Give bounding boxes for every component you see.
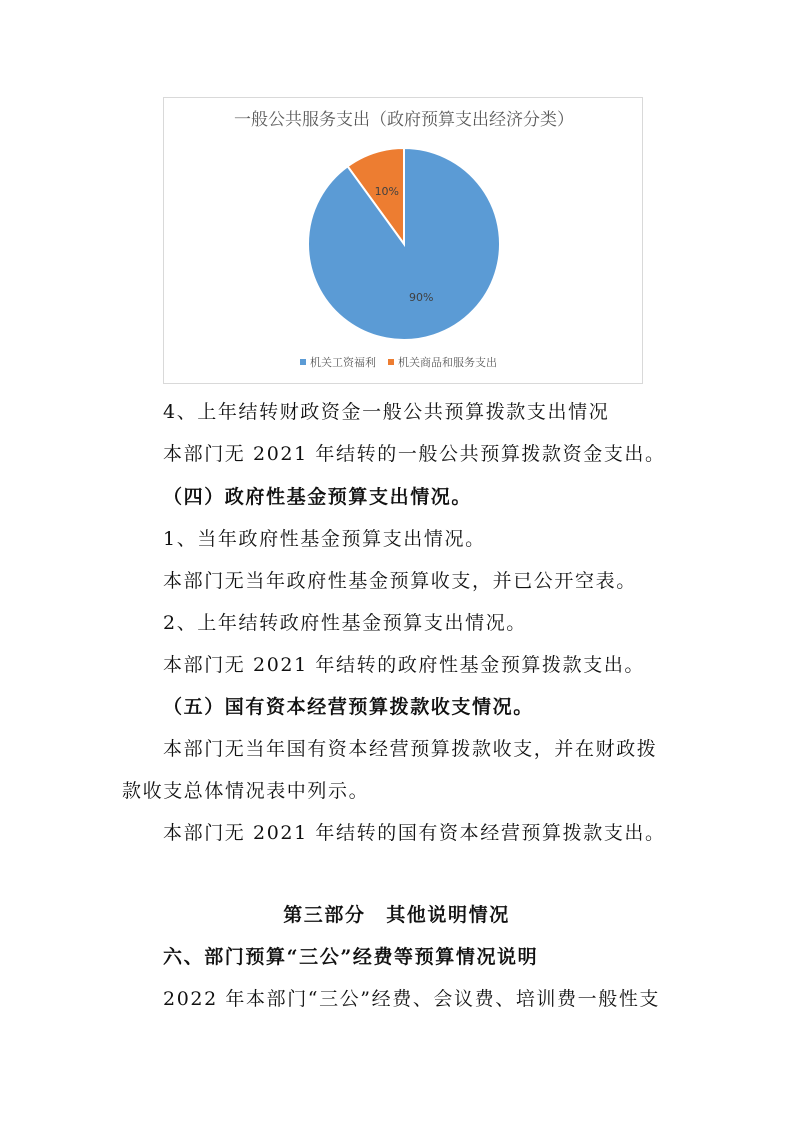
chart-legend <box>300 355 497 369</box>
paragraph-no-carryover-general: 本部门无 2021 年结转的一般公共预算拨款资金支出。 <box>163 443 666 465</box>
pie-chart <box>163 97 643 384</box>
heading-gov-fund: （四）政府性基金预算支出情况。 <box>163 486 473 508</box>
legend-label-1: 机关商品和服务支出 <box>398 356 497 369</box>
paragraph-three-public: 2022 年本部门“三公”经费、会议费、培训费一般性支 <box>163 988 661 1010</box>
section-title-part-three: 第三部分 其他说明情况 <box>283 904 510 926</box>
paragraph-gov-fund-current-title: 1、当年政府性基金预算支出情况。 <box>163 528 486 550</box>
paragraph-gov-fund-carryover: 本部门无 2021 年结转的政府性基金预算拨款支出。 <box>163 654 646 676</box>
paragraph-carryover-general-title: 4、上年结转财政资金一般公共预算拨款支出情况 <box>163 401 610 423</box>
pie-chart-svg <box>164 98 644 385</box>
legend-swatch-0 <box>300 359 306 365</box>
paragraph-state-capital-1: 本部门无当年国有资本经营预算拨款收支，并在财政拨 <box>163 738 658 760</box>
chart-title: 一般公共服务支出（政府预算支出经济分类） <box>234 110 574 130</box>
paragraph-gov-fund-current: 本部门无当年政府性基金预算收支，并已公开空表。 <box>163 570 637 592</box>
slice-data-label-1: 90% <box>408 290 434 304</box>
paragraph-state-capital-3: 本部门无 2021 年结转的国有资本经营预算拨款支出。 <box>163 822 666 844</box>
paragraph-gov-fund-carryover-title: 2、上年结转政府性基金预算支出情况。 <box>163 612 527 634</box>
paragraph-state-capital-2: 款收支总体情况表中列示。 <box>122 780 370 802</box>
heading-state-capital: （五）国有资本经营预算拨款收支情况。 <box>163 696 534 718</box>
legend-label-0: 机关工资福利 <box>310 356 376 369</box>
pie-slice-1 <box>308 148 500 340</box>
legend-swatch-1 <box>388 359 394 365</box>
heading-three-public: 六、部门预算“三公”经费等预算情况说明 <box>163 946 539 968</box>
pie-slices <box>308 148 500 340</box>
slice-data-label-0: 10% <box>374 185 400 199</box>
